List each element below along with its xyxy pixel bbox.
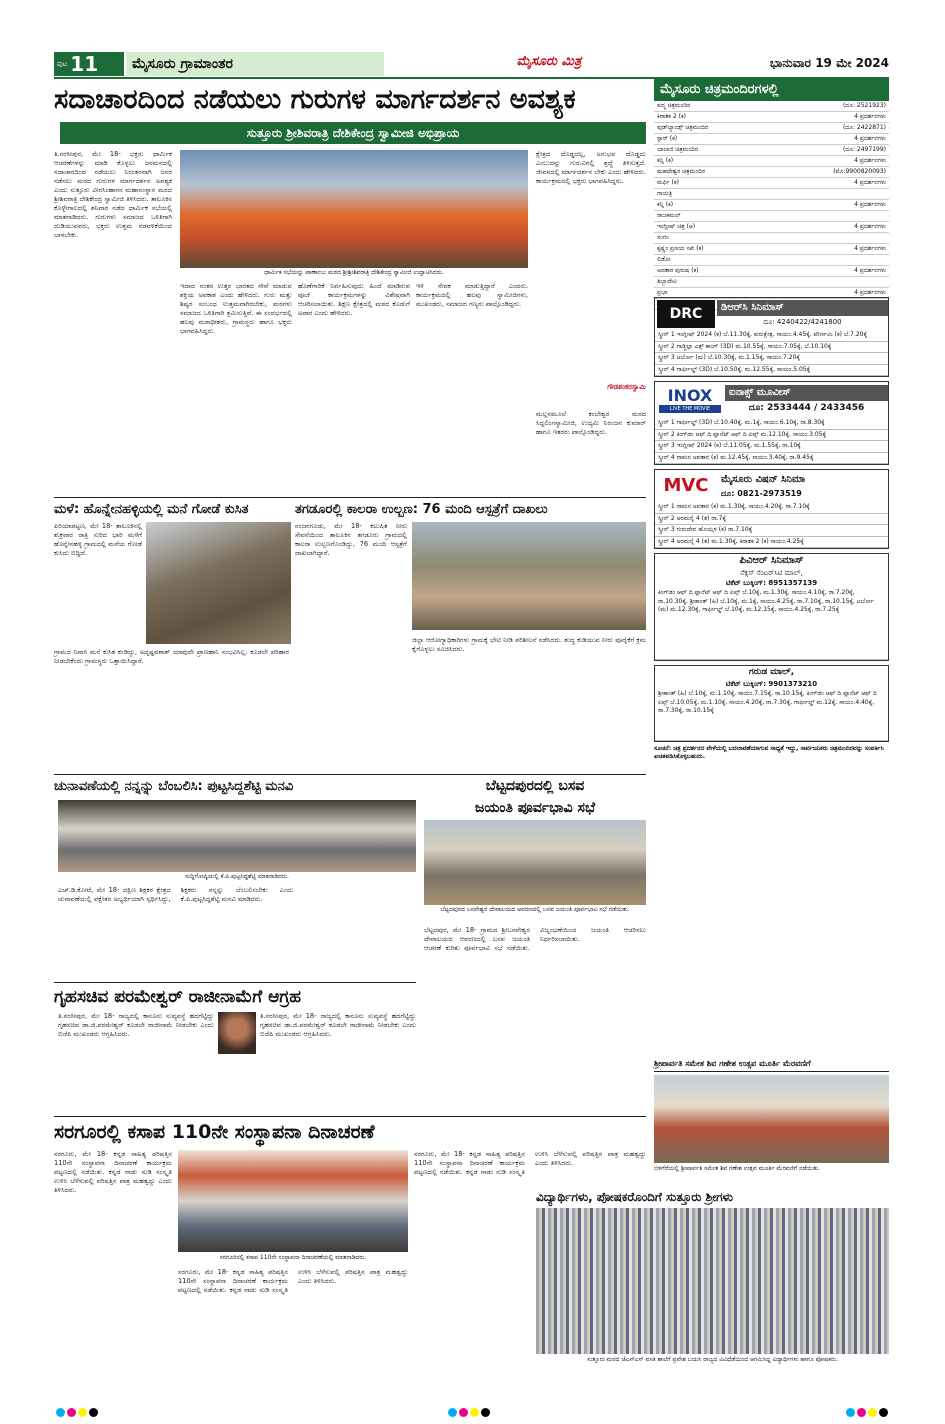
- garuda-block: [654, 665, 889, 742]
- theatre-row: ಮಹದೇಶ್ವರ ಚಿತ್ರಮಂದಿರ (ಮೊ:9900820093): [654, 167, 889, 178]
- rule: [54, 982, 416, 983]
- story9-caption: ಸುತ್ತೂರು ಮಠದ ಜೆಎಸ್ಎಸ್ ವಸತಿ ಶಾಲೆಗೆ ಪ್ರವೇಶ ಬಯಸಿ ರಾಜ್ಯದ ವಿವಿಧೆಡೆಯಿಂದ ಆಗಮಿಸಿದ್ದ ವಿದ್ಯಾರ್ಥಿಗಳು ಹಾಗೂ ಪೋಷಕರು.: [587, 1356, 838, 1363]
- mvc-logo: MVC: [663, 475, 709, 496]
- story5-headline-2: ಜಯಂತಿ ಪೂರ್ವಭಾವಿ ಸಭೆ: [474, 800, 596, 816]
- theatre-row: ಗಾಯತ್ರಿ: [654, 189, 889, 200]
- issue-date: ಭಾನುವಾರ 19 ಮೇ 2024: [769, 56, 889, 70]
- page-number-box: [54, 52, 124, 76]
- garuda-phone: ಟಿಕೆಟ್ ಬುಕ್ಕಿಂಗ್: 9901373210: [725, 680, 818, 688]
- theatre-row: ಕನ್ನಿ (ಕ) 4 ಪ್ರದರ್ಶನಗಳು: [654, 156, 889, 167]
- theatre-list: [654, 101, 889, 296]
- inox-title: ಐನಾಕ್ಸ್ ಮೂವೀಸ್: [725, 385, 888, 401]
- pvr-shows: ಕಿಂಗ್‌ಡಂ ಆಫ್ ದಿ ಪ್ಲಾನೆಟ್ ಆಫ್ ದಿ ಏಪ್ಸ್ ಬೆ.10ಕ್ಕೆ, ಮ.1.30ಕ್ಕೆ, ಸಾಯಂ.4.10ಕ್ಕೆ, ರಾ.7.20ಕ್ಕೆ, ರಾ.10.30ಕ್ಕೆ, ಶ್ರೀಕಾಂತ್ (ಹಿ) ಬೆ.10ಕ್ಕೆ, ಮ.1ಕ್ಕೆ, ಸಾಯಂ.4.25ಕ್ಕೆ, ರಾ.7.10ಕ್ಕೆ, ರಾ.10.15ಕ್ಕೆ, ಟರ್ಬೋ (ಮ) ಮ.12.30ಕ್ಕೆ, ಗಾರ್ಫೀಲ್ಡ್ ಬೆ.10ಕ್ಕೆ, ಮ.12.15ಕ್ಕೆ, ಸಾಯಂ.4.25ಕ್ಕೆ, ರಾ.7.25ಕ್ಕೆ: [655, 588, 888, 660]
- registration-marks-right: [846, 1402, 890, 1421]
- story2-text-a: ಪಿರಿಯಾಪಟ್ಟಣ, ಮೇ 18- ತಾಲೂಕಿನಲ್ಲಿ ಶುಕ್ರವಾರ ರಾತ್ರಿ ಸುರಿದ ಭಾರಿ ಮಳೆಗೆ ಹೊನ್ನೇನಹಳ್ಳಿ ಗ್ರಾಮದಲ್ಲಿ ಮನೆಯ ಗೋಡೆ ಕುಸಿದು ಬಿದ್ದಿದೆ.: [54, 522, 142, 557]
- story6-text: ತಿ.ನರಸೀಪುರ, ಮೇ 18- ರಾಜ್ಯದಲ್ಲಿ ಕಾನೂನು ಸುವ್ಯವಸ್ಥೆ ಹದಗೆಟ್ಟಿದ್ದು ಗೃಹಸಚಿವ ಡಾ.ಜಿ.ಪರಮೇಶ್ವರ್ ಕೂಡಲೇ ರಾಜೀನಾಮೆ ನೀಡಬೇಕು ಎಂದು ಬಿಜೆಪಿ ಮುಖಂಡರು ಆಗ್ರಹಿಸಿದರು.: [58, 1012, 214, 1038]
- show-row: ಸ್ಕ್ರೀನ್ 1 ಇಂಗ್ಲೀಷ್ 2024 (ಕ) ಬೆ.11.30ಕ್ಕೆ, ಕುರುಕ್ಷೇತ್ರ, ಸಾಯಂ.4.45ಕ್ಕೆ, ಪೌರ್ಣಮಿ (ಕ) ಬೆ.7.20ಕ್ಕೆ: [655, 330, 888, 342]
- registration-dot: [89, 1408, 98, 1417]
- story4-photo: [58, 800, 416, 872]
- lead-photo-caption: ಧಾರ್ಮಿಕ ಸಭೆಯನ್ನು ಪಾಣಾಂಬು ಮಠದ ಶ್ರೀಶ್ರೀಶಿವರಾತ್ರಿ ದೇಶಿಕೇಂದ್ರ ಸ್ವಾಮೀಜಿ ಉದ್ಘಾಟಿಸಿದರು.: [264, 269, 444, 276]
- lead-subhead: ಸುತ್ತೂರು ಶ್ರೀಶಿವರಾತ್ರಿ ದೇಶಿಕೇಂದ್ರ ಸ್ವಾಮೀಜಿ ಅಭಿಪ್ರಾಯ: [246, 126, 460, 140]
- theatre-row: ಲಿಡೋ: [654, 255, 889, 266]
- lead-col-bottom: ಮಲ್ಲನಮೂಲೆ ಕಂಬೇಶ್ವರ ಮಠದ ಸಿದ್ದಲಿಂಗಸ್ವಾಮೀಜಿ, ಉದ್ಯಮಿ ನಿರಂಜನ ಕುಮಾರ್ ಹಾಗೂ ಇತರರು ಪಾಲ್ಗೊಂಡಿದ್ದರು.: [536, 410, 646, 436]
- pvr-title: ಪಿವಿಆರ್ ಸಿನಿಮಾಸ್: [739, 555, 804, 566]
- story6-headline: ಗೃಹಸಚಿವ ಪರಮೇಶ್ವರ್ ರಾಜೀನಾಮೆಗೆ ಆಗ್ರಹ: [54, 987, 301, 1007]
- theatre-row: ಕನ್ನಿ (ಕ) 4 ಪ್ರದರ್ಶನಗಳು: [654, 200, 889, 211]
- story4-photo-caption: ಸುದ್ದಿಗೋಷ್ಠಿಯಲ್ಲಿ ಕೆ.ಪಿ.ಪುಟ್ಟಸಿದ್ದಶೆಟ್ಟಿ ಮಾತನಾಡಿದರು.: [185, 873, 289, 880]
- rule: [54, 497, 646, 498]
- garuda-shows: ಶ್ರೀಕಾಂತ್ (ಹಿ) ಬೆ.10ಕ್ಕೆ, ಮ.1.10ಕ್ಕೆ, ಸಾಯಂ.7.15ಕ್ಕೆ, ರಾ.10.15ಕ್ಕೆ, ಕಿಂಗ್‌ಡಂ ಆಫ್ ದಿ ಪ್ಲಾನೆಟ್ ಆಫ್ ದಿ ಏಪ್ಸ್ ಬೆ.10.05ಕ್ಕೆ, ಮ.1.10ಕ್ಕೆ, ಸಾಯಂ.4.20ಕ್ಕೆ, ರಾ.7.30ಕ್ಕೆ, ಗಾರ್ಫೀಲ್ಡ್ ಮ.12ಕ್ಕೆ, ಸಾಯಂ.4.40ಕ್ಕೆ, ರಾ.7.30ಕ್ಕೆ, ರಾ.10.15ಕ್ಕೆ: [655, 689, 888, 741]
- story4-headline: ಚುನಾವಣೆಯಲ್ಲಿ ನನ್ನನ್ನು ಬೆಂಬಲಿಸಿ: ಪುಟ್ಟಸಿದ್ದಶೆಟ್ಟಿ ಮನವಿ: [54, 779, 294, 794]
- lead-col-5: ಕ್ಷೇತ್ರದ ದೊಡ್ಡದಲ್ಲ, ಅನುಭವ ದೊಡ್ಡದು ಎಂಬುದನ್ನು ಗುರುವಿನಲ್ಲಿ ಶ್ರದ್ಧೆ ತಿಳಿಸುತ್ತದೆ. ಜೀವನದಲ್ಲಿ ಮಾರ್ಗದರ್ಶನ ಬೇಕು ಎಂದು ಹೇಳಿದರು. ಕಾರ್ಯಕ್ರಮದಲ್ಲಿ ಭಕ್ತರು ಭಾಗವಹಿಸಿದ್ದರು.: [536, 150, 646, 185]
- story8-photo: [654, 1075, 889, 1163]
- show-row: ಸ್ಕ್ರೀನ್ 3 ಟರ್ಬೋ (ಮ) ಬೆ.10.30ಕ್ಕೆ, ಮ.1.15ಕ್ಕೆ, ಸಾಯಂ.7.20ಕ್ಕೆ: [655, 353, 888, 365]
- story7-photo: [178, 1150, 408, 1252]
- drc-title: ಡಿಆರ್‌ಸಿ ಸಿನಿಮಾಸ್: [717, 300, 888, 316]
- theatre-row: ಬಾಲಾಜಿ ಚಿತ್ರಮಂದಿರ (ದೂ: 2497199): [654, 145, 889, 156]
- pvr-sub: ನೆಕ್ಸಸ್ ಸೆಂಟರ್‌ಸಿಟಿ ಮಾಲ್,: [740, 569, 803, 577]
- story6-text-b: ತಿ.ನರಸೀಪುರ, ಮೇ 18- ರಾಜ್ಯದಲ್ಲಿ ಕಾನೂನು ಸುವ್ಯವಸ್ಥೆ ಹದಗೆಟ್ಟಿದ್ದು ಗೃಹಸಚಿವ ಡಾ.ಜಿ.ಪರಮೇಶ್ವರ್ ಕೂಡಲೇ ರಾಜೀನಾಮೆ ನೀಡಬೇಕು ಎಂದು ಬಿಜೆಪಿ ಮುಖಂಡರು ಆಗ್ರಹಿಸಿದರು.: [260, 1012, 416, 1038]
- story2-photo: [146, 522, 291, 644]
- story7-text-a: ಸರಗೂರು, ಮೇ 18- ಕನ್ನಡ ಸಾಹಿತ್ಯ ಪರಿಷತ್ತಿನ 110ನೇ ಸಂಸ್ಥಾಪನಾ ದಿನಾಚರಣೆ ಕಾರ್ಯಕ್ರಮ ಪಟ್ಟಣದಲ್ಲಿ ನಡೆಯಿತು. ಕನ್ನಡ ನಾಡು ನುಡಿ ಸಂಸ್ಕೃತಿ ಉಳಿಸಿ ಬೆಳೆಸುವಲ್ಲಿ ಪರಿಷತ್ತಿನ ಪಾತ್ರ ಮಹತ್ವದ್ದು ಎಂದು ತಿಳಿಸಿದರು.: [54, 1150, 172, 1194]
- story5-text: ಬೆಟ್ಟದಪುರ, ಮೇ 18- ಗ್ರಾಮದ ಶ್ರೀಬಸವೇಶ್ವರ ದೇವಾಲಯದ ಆವರಣದಲ್ಲಿ ಬಸವ ಜಯಂತಿ ಆಚರಣೆ ಕುರಿತು ಪೂರ್ವಭಾವಿ ಸಭೆ ನಡೆಯಿತು. ವಿಜೃಂಭಣೆಯಿಂದ ಜಯಂತಿ ಆಚರಿಸಲು ನಿರ್ಧರಿಸಲಾಯಿತು.: [424, 926, 646, 952]
- inox-block: [654, 381, 889, 465]
- inox-phone: ದೂ: 2533444 / 2433456: [748, 403, 865, 413]
- masthead: [54, 52, 889, 76]
- story8-caption: ಬಿಳಿಗೆರೆಯಲ್ಲಿ ಶ್ರೀಪಾರ್ವತಿ ಸಮೇತ ಶಿವ ಗಣೇಶ ಉತ್ಸವ ಮೂರ್ತಿ ಮೆರವಣಿಗೆ ನಡೆಯಿತು.: [654, 1165, 820, 1172]
- show-row: ಸ್ಕ್ರೀನ್ 4 ಗಾರ್ಫೀಲ್ಡ್ (3D) ಬೆ.10.50ಕ್ಕೆ, ಮ.12.55ಕ್ಕೆ, ಸಾಯಂ.5.05ಕ್ಕೆ: [655, 365, 888, 377]
- registration-dot: [846, 1408, 855, 1417]
- lead-headline: ಸದಾಚಾರದಿಂದ ನಡೆಯಲು ಗುರುಗಳ ಮಾರ್ಗದರ್ಶನ ಅವಶ್ಯಕ: [54, 84, 576, 115]
- story4-text: ಎಚ್.ಡಿ.ಕೋಟೆ, ಮೇ 18- ದಕ್ಷಿಣ ಶಿಕ್ಷಕರ ಕ್ಷೇತ್ರದ ಚುನಾವಣೆಯಲ್ಲಿ ಪಕ್ಷೇತರ ಅಭ್ಯರ್ಥಿಯಾಗಿ ಸ್ಪರ್ಧಿಸಿದ್ದು, ಶಿಕ್ಷಕರು ನನ್ನನ್ನು ಬೆಂಬಲಿಸಬೇಕು ಎಂದು ಕೆ.ಪಿ.ಪುಟ್ಟಸಿದ್ದಶೆಟ್ಟಿ ಮನವಿ ಮಾಡಿದರು.: [58, 886, 294, 903]
- theatre-row: ಸ್ಟಾರ್ (ಕ) 4 ಪ್ರದರ್ಶನಗಳು: [654, 134, 889, 145]
- registration-dot: [879, 1408, 888, 1417]
- rule: [54, 774, 646, 775]
- drc-block: [654, 297, 889, 377]
- story7-headline: ಸರಗೂರಲ್ಲಿ ಕಸಾಪ 110ನೇ ಸಂಸ್ಥಾಪನಾ ದಿನಾಚರಣೆ: [54, 1121, 375, 1143]
- section-title: ಮೈಸೂರು ಗ್ರಾಮಾಂತರ: [126, 52, 384, 76]
- lead-byline: ಗೌಡಶಂಕರಸ್ವಾಮಿ: [607, 383, 646, 391]
- registration-dot: [56, 1408, 65, 1417]
- theatre-row: ಅವತಾರ ಪುರುಷ (ಕ) 4 ಪ್ರದರ್ಶನಗಳು: [654, 266, 889, 277]
- show-row: ಸ್ಕ್ರೀನ್ 3 ಗುರುದೇವ ಹೊಯ್ಸಳ (ಕ) ರಾ.7.10ಕ್ಕೆ: [655, 525, 888, 537]
- theatre-row: ಪದ್ಮ ಚಿತ್ರಮಂದಿರ (ದೂ: 2521923): [654, 101, 889, 112]
- story7-text-b: ಸರಗೂರು, ಮೇ 18- ಕನ್ನಡ ಸಾಹಿತ್ಯ ಪರಿಷತ್ತಿನ 110ನೇ ಸಂಸ್ಥಾಪನಾ ದಿನಾಚರಣೆ ಕಾರ್ಯಕ್ರಮ ಪಟ್ಟಣದಲ್ಲಿ ನಡೆಯಿತು. ಕನ್ನಡ ನಾಡು ನುಡಿ ಸಂಸ್ಕೃತಿ ಉಳಿಸಿ ಬೆಳೆಸುವಲ್ಲಿ ಪರಿಷತ್ತಿನ ಪಾತ್ರ ಮಹತ್ವದ್ದು ಎಂದು ತಿಳಿಸಿದರು.: [178, 1268, 408, 1294]
- registration-dot: [67, 1408, 76, 1417]
- show-row: ಸ್ಕ್ರೀನ್ 2 ಅರಮನೈ 4 (ತ) ರಾ.7ಕ್ಕೆ: [655, 514, 888, 526]
- registration-dot: [459, 1408, 468, 1417]
- story5-photo: [424, 820, 646, 905]
- story3-photo: [412, 522, 646, 630]
- drc-phone: ದೂ: 4240422/4241800: [763, 318, 842, 326]
- theatre-row: ವುಡ್‍ಲ್ಯಾಂಡ್ಸ್ ಚಿತ್ರಮಂದಿರ (ದೂ: 2422871): [654, 123, 889, 134]
- pvr-phone: ಟಿಕೆಟ್ ಬುಕ್ಕಿಂಗ್: 8951357139: [725, 579, 818, 587]
- theatre-row: ಇಂಗ್ಲೀಷ್ ಚಿತ್ರ (ಆ) 4 ಪ್ರದರ್ಶನಗಳು: [654, 222, 889, 233]
- story3-text-b: ಜಿಲ್ಲಾ ಆರೋಗ್ಯಾಧಿಕಾರಿಗಳು ಗ್ರಾಮಕ್ಕೆ ಭೇಟಿ ನೀಡಿ ಪರಿಶೀಲನೆ ನಡೆಸಿದರು. ಶುದ್ಧ ಕುಡಿಯುವ ನೀರು ಪೂರೈಕೆಗೆ ಕ್ರಮ ಕೈಗೊಳ್ಳಲು ಸೂಚಿಸಿದರು.: [412, 636, 646, 653]
- rule: [54, 1116, 646, 1117]
- theatre-row: ಕಿರಾತಕ 2 (ಕ) 4 ಪ್ರದರ್ಶನಗಳು: [654, 112, 889, 123]
- story7-photo-caption: ಸರಗೂರಿನಲ್ಲಿ ಕಸಾಪ 110ನೇ ಸಂಸ್ಥಾಪನಾ ದಿನಾಚರಣೆಯಲ್ಲಿ ಮಾತನಾಡಿದರು.: [219, 1254, 367, 1261]
- story7-text-c: ಸರಗೂರು, ಮೇ 18- ಕನ್ನಡ ಸಾಹಿತ್ಯ ಪರಿಷತ್ತಿನ 110ನೇ ಸಂಸ್ಥಾಪನಾ ದಿನಾಚರಣೆ ಕಾರ್ಯಕ್ರಮ ಪಟ್ಟಣದಲ್ಲಿ ನಡೆಯಿತು. ಕನ್ನಡ ನಾಡು ನುಡಿ ಸಂಸ್ಕೃತಿ ಉಳಿಸಿ ಬೆಳೆಸುವಲ್ಲಿ ಪರಿಷತ್ತಿನ ಪಾತ್ರ ಮಹತ್ವದ್ದು ಎಂದು ತಿಳಿಸಿದರು.: [414, 1150, 646, 1176]
- story3-headline: ತಗಡೂರಲ್ಲಿ ಕಾಲರಾ ಉಲ್ಬಣ: 76 ಮಂದಿ ಆಸ್ಪತ್ರೆಗೆ ದಾಖಲು: [295, 502, 548, 517]
- show-row: ಸ್ಕ್ರೀನ್ 2 ಕಿಂಗ್‌ಡಂ ಆಫ್ ದಿ ಪ್ಲಾನೆಟ್ ಆಫ್ ದಿ ಏಪ್ಸ್ ಮ.12.10ಕ್ಕೆ, ಸಾಯಂ.3.05ಕ್ಕೆ: [655, 430, 888, 442]
- registration-marks-center: [448, 1402, 492, 1421]
- registration-dot: [470, 1408, 479, 1417]
- story5-headline-1: ಬೆಟ್ಟದಪುರದಲ್ಲಿ ಬಸವ: [485, 778, 585, 794]
- mvc-title: ಮೈಸೂರು ವಿಷನ್ ಸಿನಿಮಾ: [721, 474, 806, 485]
- theatre-row: ಪ್ರಭಾ 4 ಪ್ರದರ್ಶನಗಳು: [654, 288, 889, 299]
- lead-col-3: ಹೊಣೆಗಾರಿಕೆ ನಿರ್ವಹಿಸುವುದು ಹಿಂದೆ ಮಾಡಿರುವ ಪೂಜೆ ಕಾರ್ಯಕ್ರಮಗಳನ್ನು ವಿಶೇಷವಾಗಿ ಆಚರಿಸಲಾಯಿತು. ಶಿಕ್ಷಣ ಕ್ಷೇತ್ರದಲ್ಲಿ ಮಠದ ಕೊಡುಗೆ ಅಪಾರ ಎಂದು ಹೇಳಿದರು.: [298, 282, 410, 317]
- story5-photo-caption: ಬೆಟ್ಟದಪುರದ ಬಸವೇಶ್ವರ ದೇವಾಲಯದ ಆವರಣದಲ್ಲಿ ಬಸವ ಜಯಂತಿ ಪೂರ್ವಭಾವಿ ಸಭೆ ನಡೆಯಿತು.: [440, 906, 630, 913]
- show-row: ಸ್ಕ್ರೀನ್ 2 ಗಾಡ್ಜಿಲ್ಲಾ ಎಕ್ಸ್ ಕಾಂಗ್ (3D) ಮ.10.55ಕ್ಕೆ, ಸಾಯಂ.7.05ಕ್ಕೆ, ಬೆ.10.10ಕ್ಕೆ: [655, 342, 888, 354]
- cinema-column: [654, 79, 889, 965]
- drc-logo: DRC: [657, 300, 715, 328]
- registration-dot: [857, 1408, 866, 1417]
- story8-headline: ಶ್ರೀಪಾರ್ವತಿ ಸಮೇತ ಶಿವ ಗಣೇಶ ಉತ್ಸವ ಮೂರ್ತಿ ಮೆರವಣಿಗೆ: [654, 1056, 889, 1072]
- registration-marks-left: [56, 1402, 100, 1421]
- show-row: ಸ್ಕ್ರೀನ್ 4 ರಾಮನ ಅವತಾರ (ಕ) ಮ.12.45ಕ್ಕೆ, ಸಾಯಂ.3.40ಕ್ಕೆ, ರಾ.9.45ಕ್ಕೆ: [655, 453, 888, 465]
- cinema-note: ಸೂಚನೆ: ಚಿತ್ರ ಪ್ರದರ್ಶನದ ವೇಳೆಯಲ್ಲಿ ಬದಲಾವಣೆಯಾಗುವ ಸಾಧ್ಯತೆ ಇದ್ದು, ಸಾರ್ವಜನಿಕರು ಚಿತ್ರಮಂದಿರವನ್ನು ಸಂಪರ್ಕಿಸಿ ಖಚಿತಪಡಿಸಿಕೊಳ್ಳಬಹುದು.: [654, 745, 884, 760]
- story2-text-b: ಗ್ರಾಮದ ನಿವಾಸಿ ಮನೆ ಕುಸಿತ ಕಂಡಿದ್ದು, ಅದೃಷ್ಟವಶಾತ್ ಯಾವುದೇ ಪ್ರಾಣಹಾನಿ ಸಂಭವಿಸಿಲ್ಲ. ಕೂಡಲೇ ಪರಿಹಾರ ನೀಡಬೇಕೆಂದು ಗ್ರಾಮಸ್ಥರು ಒತ್ತಾಯಿಸಿದ್ದಾರೆ.: [54, 648, 289, 665]
- garuda-title: ಗರುಡ ಮಾಲ್,: [748, 667, 795, 677]
- registration-dot: [78, 1408, 87, 1417]
- theatre-row: ಕೃಷ್ಣಂ ಪ್ರಣಯ ಸಖಿ (ಕ) 4 ಪ್ರದರ್ಶನಗಳು: [654, 244, 889, 255]
- inox-logo: INOX: [667, 386, 713, 405]
- mvc-phone: ದೂ: 0821-2973519: [721, 489, 802, 498]
- show-row: ಸ್ಕ್ರೀನ್ 4 ಅರಮನೈ 4 (ತ) ಮ.1.30ಕ್ಕೆ, ಕಿರಾತಕ 2 (ಕ) ಸಾಯಂ.4.25ಕ್ಕೆ: [655, 537, 888, 549]
- page-label: ಪುಟ: [57, 59, 68, 68]
- lead-col-4: ಇಳಿ ಸೇವಕ ಮಾಡುತ್ತಿದ್ದಾರೆ ಎಂದರು. ಕಾರ್ಯಕ್ರಮದಲ್ಲಿ ಹಲವು ಸ್ವಾಮೀಜಿಗಳು, ಮುಖಂಡರು, ಸಮಾಜದ ಗಣ್ಯರು ಪಾಲ್ಗೊಂಡಿದ್ದರು.: [416, 282, 528, 308]
- story9-headline: ವಿದ್ಯಾರ್ಥಿಗಳು, ಪೋಷಕರೊಂದಿಗೆ ಸುತ್ತೂರು ಶ್ರೀಗಳು: [536, 1190, 733, 1204]
- lead-col-1: ತಿ.ನರಸೀಪುರ, ಮೇ 18- ಭಕ್ತರು ಧಾರ್ಮಿಕ ಆಚರಣೆಗಳನ್ನು ಮಾಡಿ ಕೊಳ್ಳಲು ಜನಮನದಲ್ಲಿ ಸದಾಚಾರದಿಂದ ನಡೆಯಲು ನಿರಂತರವಾಗಿ ಜನರ ನಡೆಸಲು ಮಠದ ಗುರುಗಳ ಮಾರ್ಗದರ್ಶನ ಅವಶ್ಯಕ ಎಂದು ಸುತ್ತೂರು ವೀರಸಿಂಹಾಸನ ಮಹಾಸಂಸ್ಥಾನ ಮಠದ ಶ್ರೀಶಿವರಾತ್ರಿ ದೇಶಿಕೇಂದ್ರ ಸ್ವಾಮೀಜಿ ತಿಳಿಸಿದರು. ತಾಲೂಕಿನ ಕೊಳ್ಳೇಗಾಲದಲ್ಲಿ ಶನಿವಾರ ನಡೆದ ಧಾರ್ಮಿಕ ಸಭೆಯಲ್ಲಿ ಮಾತನಾಡಿದರು. ಗುರುಗಳು ಸಮಾಜದ ಒಳಿತಿಗಾಗಿ ದುಡಿಯುವವರು, ಭಕ್ತರು ಉತ್ತಮ ನಡವಳಿಕೆಯಿಂದ ಬಾಳಬೇಕು.: [54, 150, 172, 239]
- show-row: ಸ್ಕ್ರೀನ್ 3 ಇಂಗ್ಲೀಷ್ 2024 (ಕ) ಬೆ.11.05ಕ್ಕೆ, ಮ.1.55ಕ್ಕೆ, ರಾ.10ಕ್ಕೆ: [655, 441, 888, 453]
- registration-dot: [448, 1408, 457, 1417]
- theatre-row: ಮರ್ಫಿ (ಕ) 4 ಪ್ರದರ್ಶನಗಳು: [654, 178, 889, 189]
- lead-subhead-bar: [60, 122, 646, 144]
- cinema-header: ಮೈಸೂರು ಚಿತ್ರಮಂದಿರಗಳಲ್ಲಿ: [654, 79, 889, 101]
- story3-text-a: ನಂಜನಗೂಡು, ಮೇ 18- ಕಲುಷಿತ ನೀರು ಸೇವನೆಯಿಂದ ತಾಲೂಕಿನ ತಗಡೂರು ಗ್ರಾಮದಲ್ಲಿ ಕಾಲರಾ ಉಲ್ಬಣಗೊಂಡಿದ್ದು, 76 ಮಂದಿ ಆಸ್ಪತ್ರೆಗೆ ದಾಖಲಾಗಿದ್ದಾರೆ.: [295, 522, 407, 557]
- page-number: 11: [70, 52, 99, 76]
- lead-photo: [180, 150, 528, 268]
- theatre-row: ರಾಜಕಮಲ್: [654, 211, 889, 222]
- paper-name: ಮೈಸೂರು ಮಿತ್ರ: [516, 54, 582, 69]
- story6-photo: [218, 1012, 256, 1054]
- mvc-block: [654, 469, 889, 549]
- registration-dot: [868, 1408, 877, 1417]
- theatre-row: ಸಂಗಂ: [654, 233, 889, 244]
- pvr-block: [654, 553, 889, 661]
- story2-headline: ಮಳೆ: ಹೊನ್ನೇನಹಳ್ಳಿಯಲ್ಲಿ ಮನೆ ಗೋಡೆ ಕುಸಿತ: [54, 502, 249, 517]
- lead-col-2: ಇದಾದ ನಂತರ ಉತ್ತರ ಭಾರತದ ಸೇವೆ ಮಾಡುವ ಶಕ್ತಿಯ ಅವಕಾಶ ಎಂದು ಹೇಳಿದರು. ಗುರು ಮತ್ತು ಶಿಷ್ಯರ ಸಂಬಂಧ ಉತ್ತಮವಾಗಿರಬೇಕು, ಮಠಗಳು ಸಮಾಜದ ಒಳಿತಿಗಾಗಿ ಶ್ರಮಿಸುತ್ತಿವೆ. ಈ ಸಂದರ್ಭದಲ್ಲಿ ಹಲವು ಮಠಾಧೀಶರು, ಗ್ರಾಮಸ್ಥರು ಹಾಗೂ ಭಕ್ತರು ಭಾಗವಹಿಸಿದ್ದರು.: [180, 282, 292, 335]
- inox-tagline: LIVE THE MOVIE: [659, 405, 721, 413]
- story9-photo: [536, 1208, 889, 1354]
- show-row: ಸ್ಕ್ರೀನ್ 1 ಗಾರ್ಫೀಲ್ಡ್ (3D) ಬೆ.10.40ಕ್ಕೆ, ಮ.1ಕ್ಕೆ, ಸಾಯಂ.6.10ಕ್ಕೆ, ರಾ.8.30ಕ್ಕೆ: [655, 418, 888, 430]
- registration-dot: [481, 1408, 490, 1417]
- theatre-row: ತಿಬ್ಬಾದೇವಿ: [654, 277, 889, 288]
- show-row: ಸ್ಕ್ರೀನ್ 1 ರಾಮನ ಅವತಾರ (ಕ) ಮ.1.30ಕ್ಕೆ, ಸಾಯಂ.4.20ಕ್ಕೆ, ರಾ.7.10ಕ್ಕೆ: [655, 502, 888, 514]
